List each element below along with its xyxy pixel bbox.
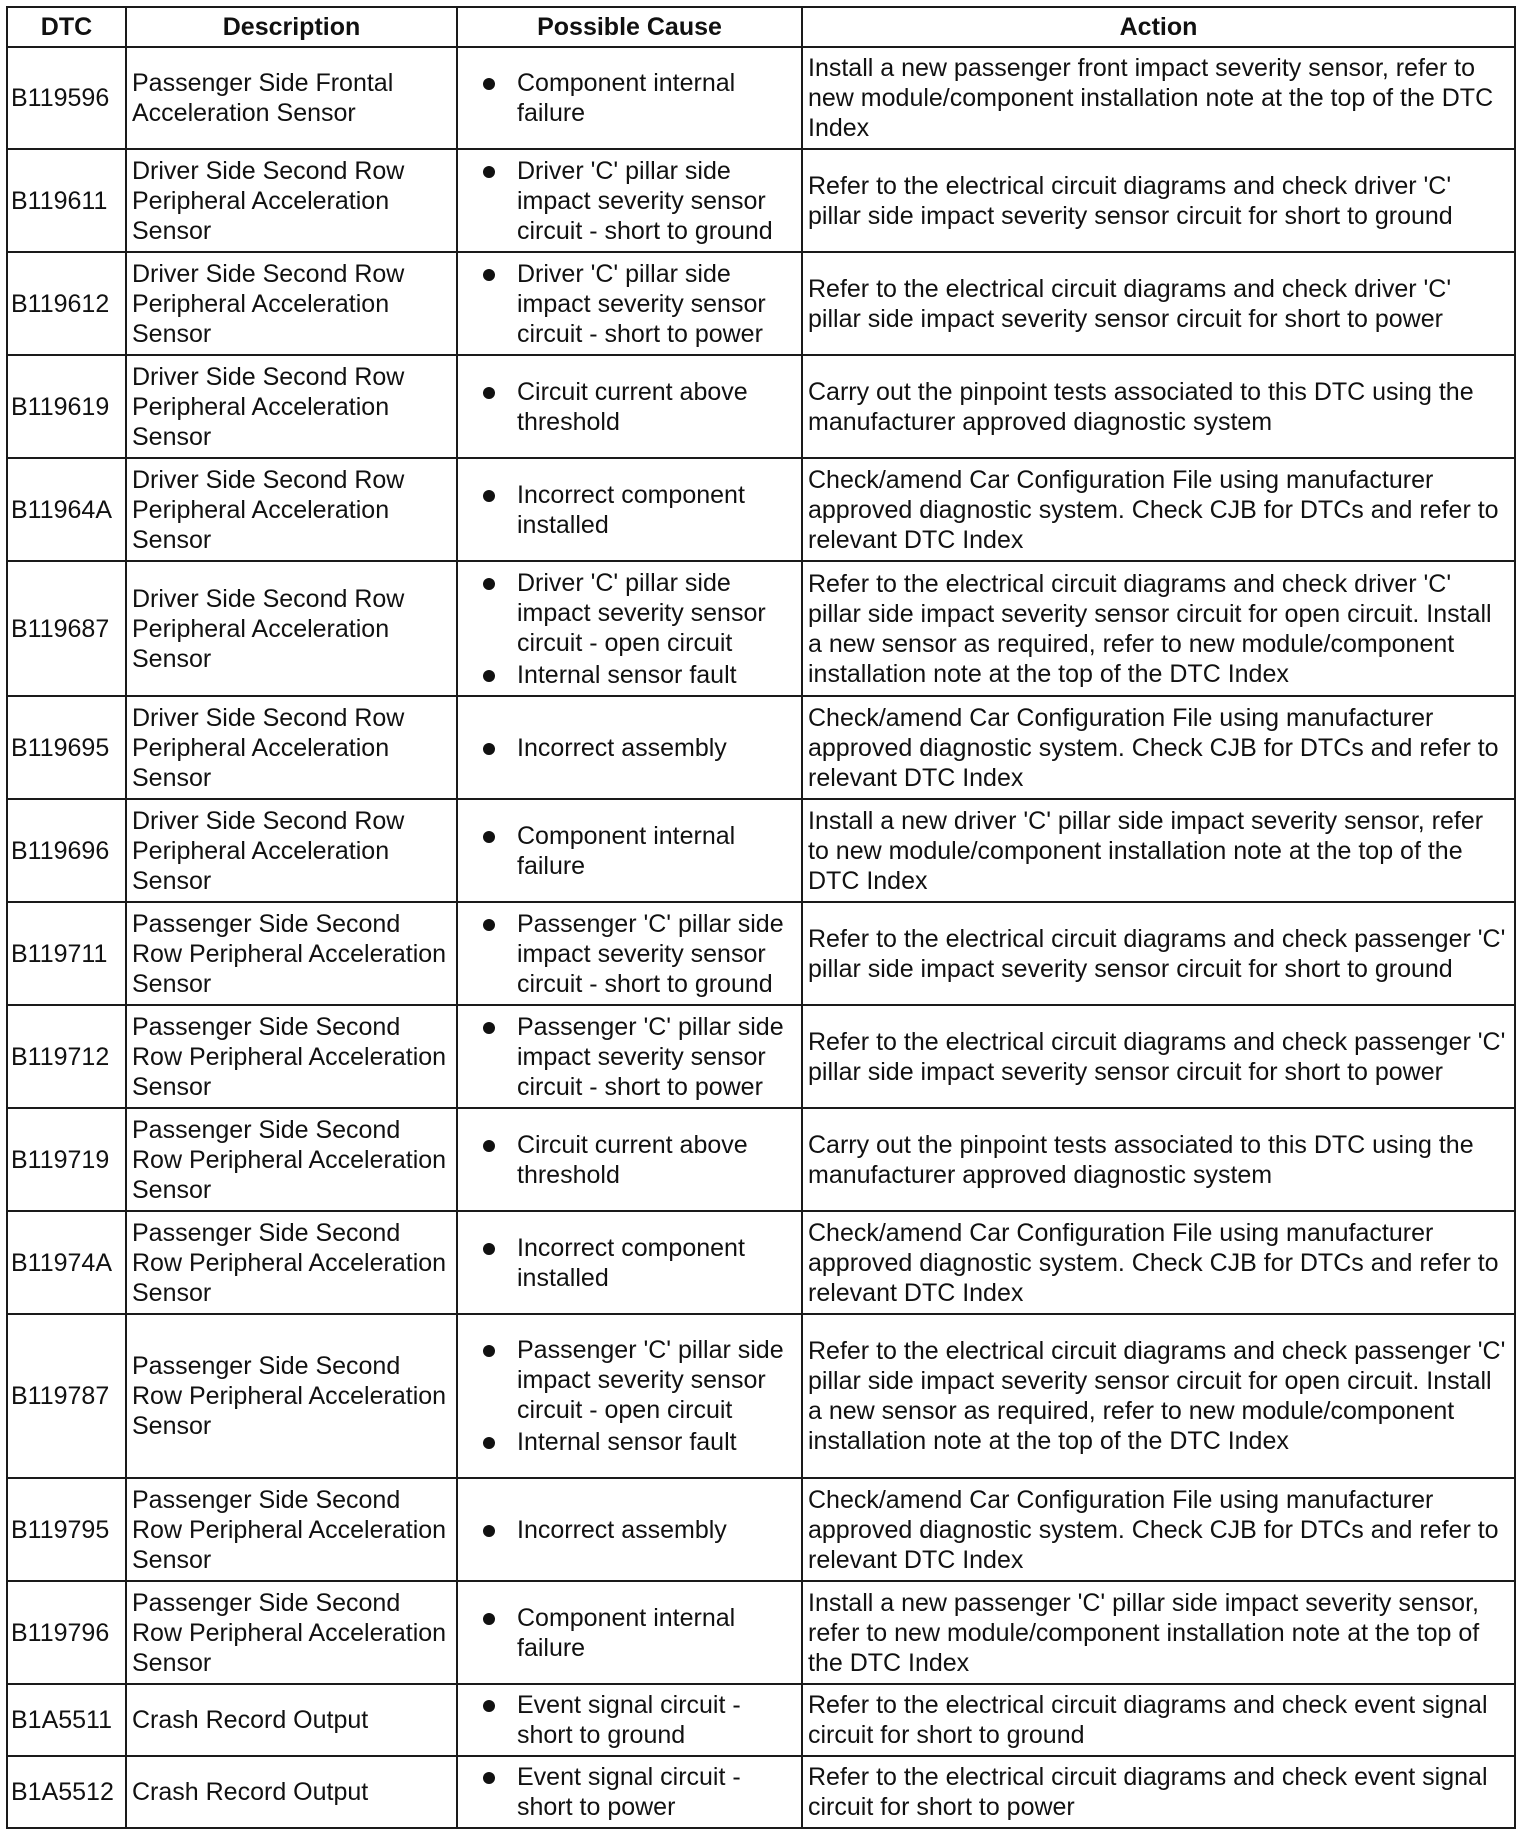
dtc-action: Check/amend Car Configuration File using manufacturer approved diagnostic system. Check CJB for DTCs and refer to relevant DTC Index xyxy=(802,696,1515,799)
dtc-description: Driver Side Second Row Peripheral Acceleration Sensor xyxy=(126,149,457,252)
cause-item: Event signal circuit - short to ground xyxy=(481,1690,796,1750)
dtc-code: B119711 xyxy=(7,902,126,1005)
cause-list xyxy=(463,68,796,128)
possible-cause-cell xyxy=(457,799,802,902)
dtc-code: B1A5511 xyxy=(7,1684,126,1756)
possible-cause-cell xyxy=(457,902,802,1005)
dtc-code: B1A5512 xyxy=(7,1756,126,1828)
dtc-description: Driver Side Second Row Peripheral Acceleration Sensor xyxy=(126,252,457,355)
cause-item: Internal sensor fault xyxy=(481,1427,796,1457)
dtc-description: Crash Record Output xyxy=(126,1684,457,1756)
cause-item: Incorrect assembly xyxy=(481,733,796,763)
cause-list xyxy=(463,1690,796,1750)
dtc-code: B119719 xyxy=(7,1108,126,1211)
cause-item: Incorrect assembly xyxy=(481,1515,796,1545)
dtc-description: Passenger Side Second Row Peripheral Acceleration Sensor xyxy=(126,1211,457,1314)
dtc-action: Refer to the electrical circuit diagrams and check event signal circuit for short to ground xyxy=(802,1684,1515,1756)
possible-cause-cell xyxy=(457,1684,802,1756)
possible-cause-cell xyxy=(457,1756,802,1828)
dtc-code: B119687 xyxy=(7,561,126,696)
dtc-action: Install a new passenger front impact severity sensor, refer to new module/component installation note at the top of the DTC Index xyxy=(802,47,1515,149)
dtc-description: Driver Side Second Row Peripheral Acceleration Sensor xyxy=(126,355,457,458)
possible-cause-cell xyxy=(457,1314,802,1478)
dtc-description: Passenger Side Second Row Peripheral Acceleration Sensor xyxy=(126,1108,457,1211)
dtc-code: B119612 xyxy=(7,252,126,355)
table-row xyxy=(7,696,1515,799)
cause-list xyxy=(463,909,796,999)
table-row xyxy=(7,1314,1515,1478)
cause-list xyxy=(463,1130,796,1190)
header-row xyxy=(7,7,1515,47)
dtc-description: Driver Side Second Row Peripheral Acceleration Sensor xyxy=(126,799,457,902)
dtc-code: B119787 xyxy=(7,1314,126,1478)
cause-list xyxy=(463,1012,796,1102)
header-possible-cause: Possible Cause xyxy=(457,7,802,47)
dtc-action: Refer to the electrical circuit diagrams and check driver 'C' pillar side impact severity sensor circuit for short to ground xyxy=(802,149,1515,252)
dtc-code: B119712 xyxy=(7,1005,126,1108)
dtc-action: Check/amend Car Configuration File using manufacturer approved diagnostic system. Check CJB for DTCs and refer to relevant DTC Index xyxy=(802,458,1515,561)
possible-cause-cell xyxy=(457,47,802,149)
table-row xyxy=(7,1211,1515,1314)
possible-cause-cell xyxy=(457,696,802,799)
dtc-action: Refer to the electrical circuit diagrams and check passenger 'C' pillar side impact severity sensor circuit for open circuit. Install a new sensor as required, refer to new module/component installation note at the top of the DTC Index xyxy=(802,1314,1515,1478)
table-row xyxy=(7,1108,1515,1211)
cause-list xyxy=(463,821,796,881)
cause-item: Incorrect component installed xyxy=(481,480,796,540)
dtc-action: Refer to the electrical circuit diagrams and check passenger 'C' pillar side impact severity sensor circuit for short to ground xyxy=(802,902,1515,1005)
table-row xyxy=(7,47,1515,149)
cause-item: Internal sensor fault xyxy=(481,660,796,690)
cause-item: Event signal circuit - short to power xyxy=(481,1762,796,1822)
cause-item: Driver 'C' pillar side impact severity sensor circuit - short to power xyxy=(481,259,796,349)
header-description: Description xyxy=(126,7,457,47)
dtc-code: B119796 xyxy=(7,1581,126,1684)
dtc-description: Passenger Side Second Row Peripheral Acceleration Sensor xyxy=(126,902,457,1005)
dtc-description: Passenger Side Second Row Peripheral Acceleration Sensor xyxy=(126,1005,457,1108)
dtc-description: Driver Side Second Row Peripheral Acceleration Sensor xyxy=(126,458,457,561)
cause-list xyxy=(463,1515,796,1545)
table-row xyxy=(7,1756,1515,1828)
dtc-action: Refer to the electrical circuit diagrams and check event signal circuit for short to power xyxy=(802,1756,1515,1828)
dtc-action: Carry out the pinpoint tests associated to this DTC using the manufacturer approved diagnostic system xyxy=(802,355,1515,458)
dtc-code: B119596 xyxy=(7,47,126,149)
table-row xyxy=(7,561,1515,696)
cause-item: Passenger 'C' pillar side impact severity sensor circuit - short to ground xyxy=(481,909,796,999)
cause-item: Component internal failure xyxy=(481,68,796,128)
cause-item: Driver 'C' pillar side impact severity sensor circuit - short to ground xyxy=(481,156,796,246)
dtc-action: Carry out the pinpoint tests associated to this DTC using the manufacturer approved diagnostic system xyxy=(802,1108,1515,1211)
table-row xyxy=(7,1005,1515,1108)
cause-list xyxy=(463,733,796,763)
dtc-code: B119611 xyxy=(7,149,126,252)
cause-item: Component internal failure xyxy=(481,1603,796,1663)
table-row xyxy=(7,1581,1515,1684)
cause-item: Passenger 'C' pillar side impact severity sensor circuit - open circuit xyxy=(481,1335,796,1425)
cause-list xyxy=(463,259,796,349)
table-row xyxy=(7,1684,1515,1756)
table-row xyxy=(7,355,1515,458)
dtc-action: Install a new driver 'C' pillar side impact severity sensor, refer to new module/component installation note at the top of the DTC Index xyxy=(802,799,1515,902)
table-body xyxy=(7,47,1515,1828)
possible-cause-cell xyxy=(457,149,802,252)
dtc-code: B11974A xyxy=(7,1211,126,1314)
header-action: Action xyxy=(802,7,1515,47)
dtc-description: Passenger Side Second Row Peripheral Acceleration Sensor xyxy=(126,1581,457,1684)
cause-list xyxy=(463,156,796,246)
possible-cause-cell xyxy=(457,561,802,696)
dtc-description: Passenger Side Second Row Peripheral Acceleration Sensor xyxy=(126,1478,457,1581)
cause-item: Driver 'C' pillar side impact severity sensor circuit - open circuit xyxy=(481,568,796,658)
possible-cause-cell xyxy=(457,458,802,561)
possible-cause-cell xyxy=(457,355,802,458)
dtc-action: Refer to the electrical circuit diagrams and check driver 'C' pillar side impact severity sensor circuit for open circuit. Install a new sensor as required, refer to new module/component installation note at the top of the DTC Index xyxy=(802,561,1515,696)
cause-list xyxy=(463,1233,796,1293)
possible-cause-cell xyxy=(457,1211,802,1314)
table-row xyxy=(7,458,1515,561)
possible-cause-cell xyxy=(457,1581,802,1684)
possible-cause-cell xyxy=(457,1478,802,1581)
dtc-code: B119696 xyxy=(7,799,126,902)
possible-cause-cell xyxy=(457,252,802,355)
dtc-code: B119795 xyxy=(7,1478,126,1581)
possible-cause-cell xyxy=(457,1108,802,1211)
cause-list xyxy=(463,568,796,690)
cause-list xyxy=(463,1603,796,1663)
dtc-description: Crash Record Output xyxy=(126,1756,457,1828)
dtc-action: Check/amend Car Configuration File using manufacturer approved diagnostic system. Check CJB for DTCs and refer to relevant DTC Index xyxy=(802,1211,1515,1314)
dtc-action: Check/amend Car Configuration File using manufacturer approved diagnostic system. Check CJB for DTCs and refer to relevant DTC Index xyxy=(802,1478,1515,1581)
table-row xyxy=(7,902,1515,1005)
dtc-action: Refer to the electrical circuit diagrams and check passenger 'C' pillar side impact severity sensor circuit for short to power xyxy=(802,1005,1515,1108)
cause-item: Component internal failure xyxy=(481,821,796,881)
dtc-code: B11964A xyxy=(7,458,126,561)
dtc-action: Install a new passenger 'C' pillar side impact severity sensor, refer to new module/component installation note at the top of the DTC Index xyxy=(802,1581,1515,1684)
header-dtc: DTC xyxy=(7,7,126,47)
dtc-description: Driver Side Second Row Peripheral Acceleration Sensor xyxy=(126,696,457,799)
cause-list xyxy=(463,377,796,437)
table-row xyxy=(7,149,1515,252)
table-row xyxy=(7,1478,1515,1581)
cause-list xyxy=(463,1335,796,1457)
cause-list xyxy=(463,1762,796,1822)
dtc-table xyxy=(6,6,1516,1829)
dtc-action: Refer to the electrical circuit diagrams and check driver 'C' pillar side impact severity sensor circuit for short to power xyxy=(802,252,1515,355)
cause-item: Passenger 'C' pillar side impact severity sensor circuit - short to power xyxy=(481,1012,796,1102)
cause-item: Circuit current above threshold xyxy=(481,1130,796,1190)
dtc-code: B119619 xyxy=(7,355,126,458)
cause-list xyxy=(463,480,796,540)
dtc-description: Passenger Side Second Row Peripheral Acceleration Sensor xyxy=(126,1314,457,1478)
possible-cause-cell xyxy=(457,1005,802,1108)
dtc-description: Driver Side Second Row Peripheral Acceleration Sensor xyxy=(126,561,457,696)
cause-item: Incorrect component installed xyxy=(481,1233,796,1293)
table-row xyxy=(7,799,1515,902)
dtc-description: Passenger Side Frontal Acceleration Sensor xyxy=(126,47,457,149)
table-row xyxy=(7,252,1515,355)
dtc-code: B119695 xyxy=(7,696,126,799)
cause-item: Circuit current above threshold xyxy=(481,377,796,437)
